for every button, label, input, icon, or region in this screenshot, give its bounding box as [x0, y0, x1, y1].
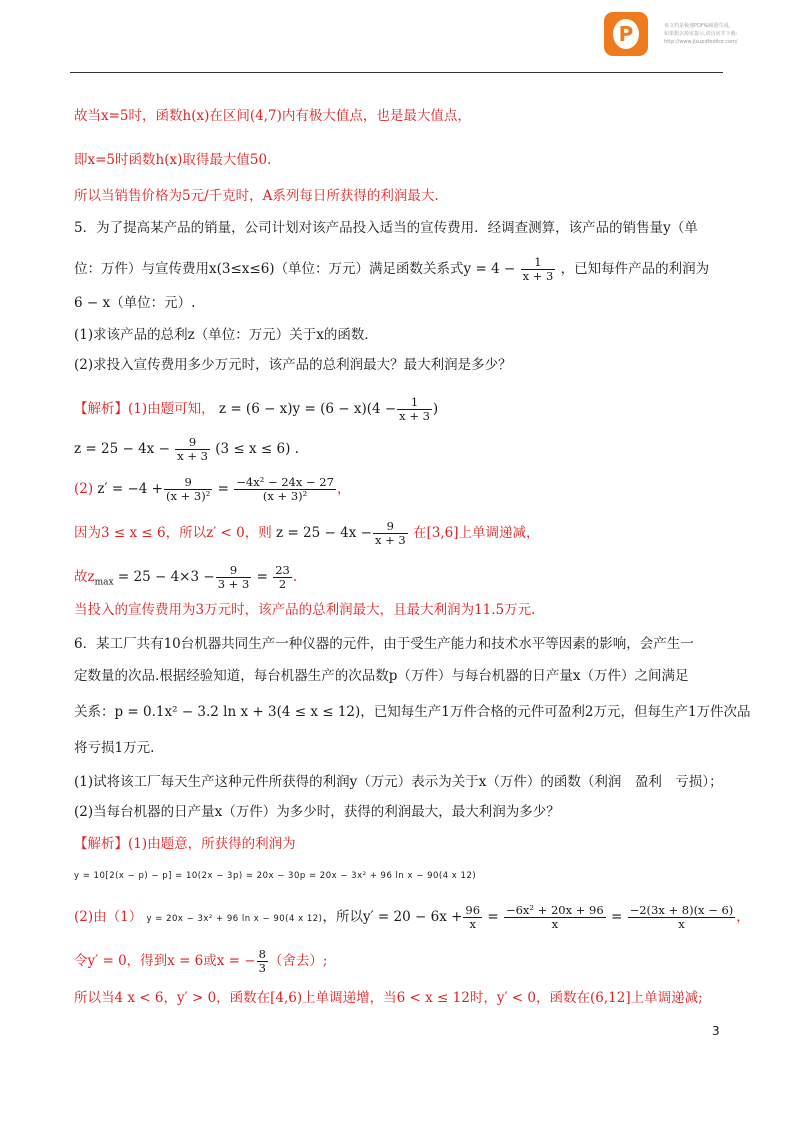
question-6-part-1: (1)试将该工厂每天生产这种元件所获得的利润y（万元）表示为关于x（万件）的函数（利润 盈利 亏损）； — [74, 774, 723, 790]
denominator: x + 3 — [374, 533, 406, 547]
text-line: 所以当销售价格为5元/千克时，A系列每日所获得的利润最大. — [74, 188, 439, 204]
text: 故z — [74, 569, 95, 585]
fraction — [273, 564, 292, 591]
denominator: 2 — [278, 577, 287, 591]
numerator: 23 — [275, 563, 290, 577]
numerator: −6x² + 20x + 96 — [505, 903, 604, 917]
question-5-line: 6 − x（单位：元）. — [74, 295, 196, 311]
numerator: 1 — [521, 256, 556, 270]
solution-6-line: (2)由（1） y = 20x − 3x² + 96 ln x − 90(4 x 12)，所以y′ = 20 − 6x + $\frac{96}{x}$ = $\frac{\text{−6x² + 20x + 96}}{x}$ = $\frac{-2(3x + 8)(x - 6)}{x}$ ， — [74, 903, 750, 931]
numerator: −4x² − 24x − 27 — [236, 475, 334, 489]
denominator: (x + 3)² — [166, 489, 211, 503]
header-divider — [70, 72, 723, 73]
question-6: 6．某工厂共有10台机器共同生产一种仪器的元件，由于受生产能力和技术水平等因素的影响，会产生一 — [74, 636, 694, 652]
page-number: 3 — [712, 1024, 720, 1038]
fraction — [463, 904, 482, 931]
text: ，已知每件产品的利润为 — [560, 261, 710, 277]
solution-6-line: 【解析】(1)由题意，所获得的利润为 — [74, 836, 296, 852]
question-6-line: 关系：p = 0.1x² − 3.2 ln x + 3(4 ≤ x ≤ 12)，已知每生产1万件合格的元件可盈利2万元，但每生产1万件次品 — [74, 704, 751, 720]
notice-line: 该文档是极速PDF编辑器生成, — [664, 23, 731, 29]
logo-letter: P — [613, 19, 639, 49]
formula: z = 25 − 4x − — [74, 441, 170, 457]
solution-5-line — [74, 436, 299, 463]
solution-5-line: 故$z_{max} = 25 - 4\times 3$ − $\frac{9}{3 + 3}$ = $\frac{23}{2}$ . — [74, 563, 298, 591]
text-line: 故当x=5时，函数h(x)在区间(4,7)内有极大值点，也是最大值点， — [74, 108, 471, 124]
text: (2)由（1） — [74, 909, 143, 925]
solution-6-line: 所以当4 x < 6，y′ > 0，函数在[4,6)上单调递增，当6 < x ≤ 12时，y′ < 0，函数在(6,12]上单调递减; — [74, 990, 703, 1006]
solution-5-line: (2) z′ = −4 + $\frac{9}{\text{(x + 3)²}}$ = $\frac{\text{−4x² − 24x − 27}}{\text{(x + 3)²}}$ ， — [74, 475, 351, 503]
question-6-line: 将亏损1万元. — [74, 740, 155, 756]
question-5-part-2: (2)求投入宣传费用多少万元时，该产品的总利润最大？最大利润是多少？ — [74, 357, 512, 373]
numerator: −2(3x + 8)(x − 6) — [629, 903, 734, 917]
text: 令y′ = 0，得到x = 6或x = − — [74, 953, 256, 969]
fraction — [628, 904, 736, 931]
solution-5-conclusion: 当投入的宣传费用为3万元时，该产品的总利润最大，且最大利润为11.5万元. — [74, 602, 536, 618]
numerator: 96 — [465, 903, 481, 917]
denominator: (x + 3)² — [262, 489, 308, 503]
formula-part: z′ = −4 + — [97, 481, 163, 497]
fraction — [373, 520, 408, 547]
formula: z = 25 − 4x − — [276, 525, 372, 541]
notice-line: 如果想去掉该提示,请访问并下载: — [664, 31, 738, 37]
question-5-line — [74, 256, 709, 283]
formula: (3 ≤ x ≤ 6) . — [215, 441, 299, 457]
text: （舍去）; — [268, 953, 328, 969]
numerator: 9 — [216, 564, 252, 578]
text: 因为3 ≤ x ≤ 6，所以z′ < 0，则 — [74, 525, 272, 541]
question-6-line: 定数量的次品.根据经验知道，每台机器生产的次品数p（万件）与每台机器的日产量x（万件）之间满足 — [74, 668, 689, 684]
text: 在[3,6]上单调递减， — [412, 525, 540, 541]
denominator: 3 + 3 — [217, 577, 250, 591]
denominator: x + 3 — [399, 409, 430, 423]
editor-notice — [664, 22, 790, 46]
formula: ，所以y′ = 20 − 6x + — [322, 909, 463, 925]
denominator: x + 3 — [522, 269, 554, 283]
fraction — [521, 256, 556, 283]
numerator: 9 — [373, 520, 408, 534]
denominator: x + 3 — [177, 449, 208, 463]
formula: z = (6 − x)y = (6 − x)(4 − — [218, 401, 397, 417]
fraction — [234, 476, 336, 503]
formula: y = 20x − 3x² + 96 ln x − 90(4 x 12) — [146, 914, 323, 924]
text: (2) — [74, 481, 94, 497]
denominator: x — [678, 917, 685, 931]
numerator: 9 — [164, 476, 212, 490]
fraction — [175, 436, 210, 463]
solution-5-line — [74, 520, 540, 547]
denominator: x — [551, 917, 559, 931]
denominator: 3 — [258, 961, 266, 975]
text: 【解析】(1)由题可知， — [74, 401, 215, 417]
question-6-part-2: (2)当每台机器的日产量x（万件）为多少时，获得的利润最大，最大利润为多少？ — [74, 804, 560, 820]
fraction — [397, 396, 432, 423]
solution-6-formula: y = 10[2(x − p) − p] = 10(2x − 3p) = 20x − 30p = 20x − 3x² + 96 ln x − 90(4 x 12) — [74, 871, 477, 881]
notice-link[interactable]: http://www.jisupdfeditor.com/ — [664, 39, 738, 45]
numerator: 1 — [397, 396, 432, 410]
denominator: x — [469, 917, 476, 931]
fraction — [164, 476, 212, 503]
subscript: max — [94, 577, 114, 588]
text: 位：万件）与宣传费用x(3≤x≤6)（单位：万元）满足函数关系式y = 4 − — [74, 261, 516, 277]
formula: z′ = −4 + $\frac{9}{\text{(x + 3)²}}$ = $\frac{\text{−4x² − 24x − 27}}{\text{(x + 3)²}}$ — [97, 475, 334, 503]
logo — [604, 12, 648, 56]
formula: = 25 − 4×3 − — [117, 569, 215, 585]
solution-6-line — [74, 948, 327, 975]
question-5: 5．为了提高某产品的销量，公司计划对该产品投入适当的宣传费用．经调查测算，该产品的销售量y（单 — [74, 220, 698, 236]
fraction — [504, 904, 606, 931]
numerator: 8 — [258, 947, 266, 961]
solution-5-line: 【解析】(1)由题可知， z = (6 − x)y = (6 − x)(4 − $\frac{1}{x + 3}$ ) — [74, 395, 439, 423]
numerator: 9 — [175, 436, 210, 450]
text-line: 即x=5时函数h(x)取得最大值50. — [74, 152, 272, 168]
question-5-part-1: (1)求该产品的总利z（单位：万元）关于x的函数． — [74, 327, 378, 343]
fraction — [257, 948, 268, 975]
fraction — [216, 564, 252, 591]
